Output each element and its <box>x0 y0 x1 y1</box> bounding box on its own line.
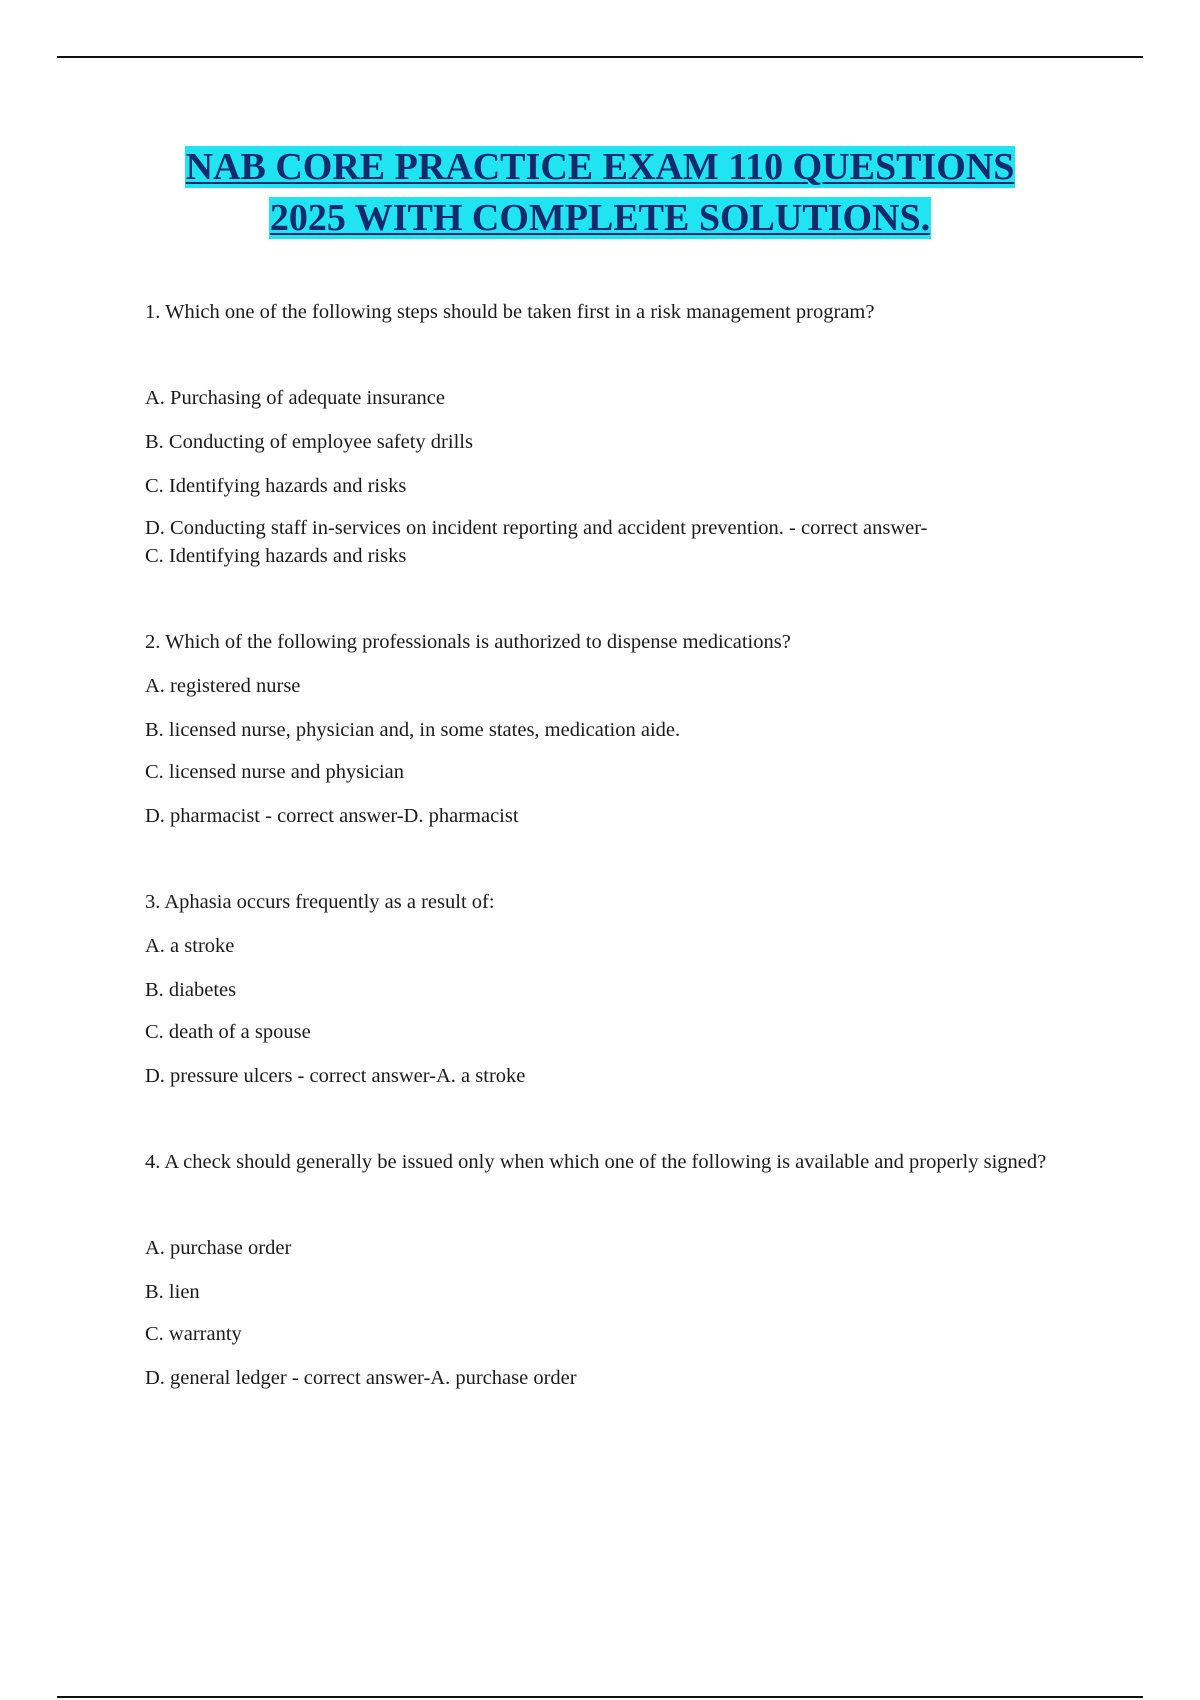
question-text: 1. Which one of the following steps should be taken first in a risk management program? <box>145 301 875 323</box>
option-a: A. registered nurse <box>145 675 301 697</box>
option-c: C. warranty <box>145 1323 242 1345</box>
question-text: 2. Which of the following professionals is authorized to dispense medications? <box>145 631 791 653</box>
option-b: B. Conducting of employee safety drills <box>145 431 473 453</box>
option-d: D. pharmacist - correct answer-D. pharmacist <box>145 805 519 827</box>
question-text: 4. A check should generally be issued only when which one of the following is available and properly signed? <box>145 1151 1047 1173</box>
option-a: A. purchase order <box>145 1237 292 1259</box>
question-block-3 <box>145 888 1080 1090</box>
option-c: C. death of a spouse <box>145 1021 311 1043</box>
correct-answer: C. Identifying hazards and risks <box>145 545 407 567</box>
title-line-2: 2025 WITH COMPLETE SOLUTIONS. <box>269 197 931 239</box>
bottom-rule <box>57 1696 1143 1698</box>
option-a: A. a stroke <box>145 935 235 957</box>
document-title <box>0 142 1200 244</box>
option-b: B. lien <box>145 1281 200 1303</box>
option-c: C. licensed nurse and physician <box>145 761 405 783</box>
option-d: D. pressure ulcers - correct answer-A. a stroke <box>145 1065 526 1087</box>
title-line-1: NAB CORE PRACTICE EXAM 110 QUESTIONS <box>185 146 1015 188</box>
question-block-4 <box>145 1148 1080 1392</box>
option-b: B. licensed nurse, physician and, in some states, medication aide. <box>145 719 681 741</box>
option-d: D. Conducting staff in-services on incident reporting and accident prevention. - correct answer- <box>145 517 928 539</box>
question-block-1 <box>145 298 1080 570</box>
option-a: A. Purchasing of adequate insurance <box>145 387 445 409</box>
question-block-2 <box>145 628 1080 830</box>
option-b: B. diabetes <box>145 979 237 1001</box>
question-list <box>145 298 1080 1392</box>
option-d: D. general ledger - correct answer-A. purchase order <box>145 1367 577 1389</box>
option-c: C. Identifying hazards and risks <box>145 475 407 497</box>
top-rule <box>57 56 1143 58</box>
question-text: 3. Aphasia occurs frequently as a result of: <box>145 891 495 913</box>
